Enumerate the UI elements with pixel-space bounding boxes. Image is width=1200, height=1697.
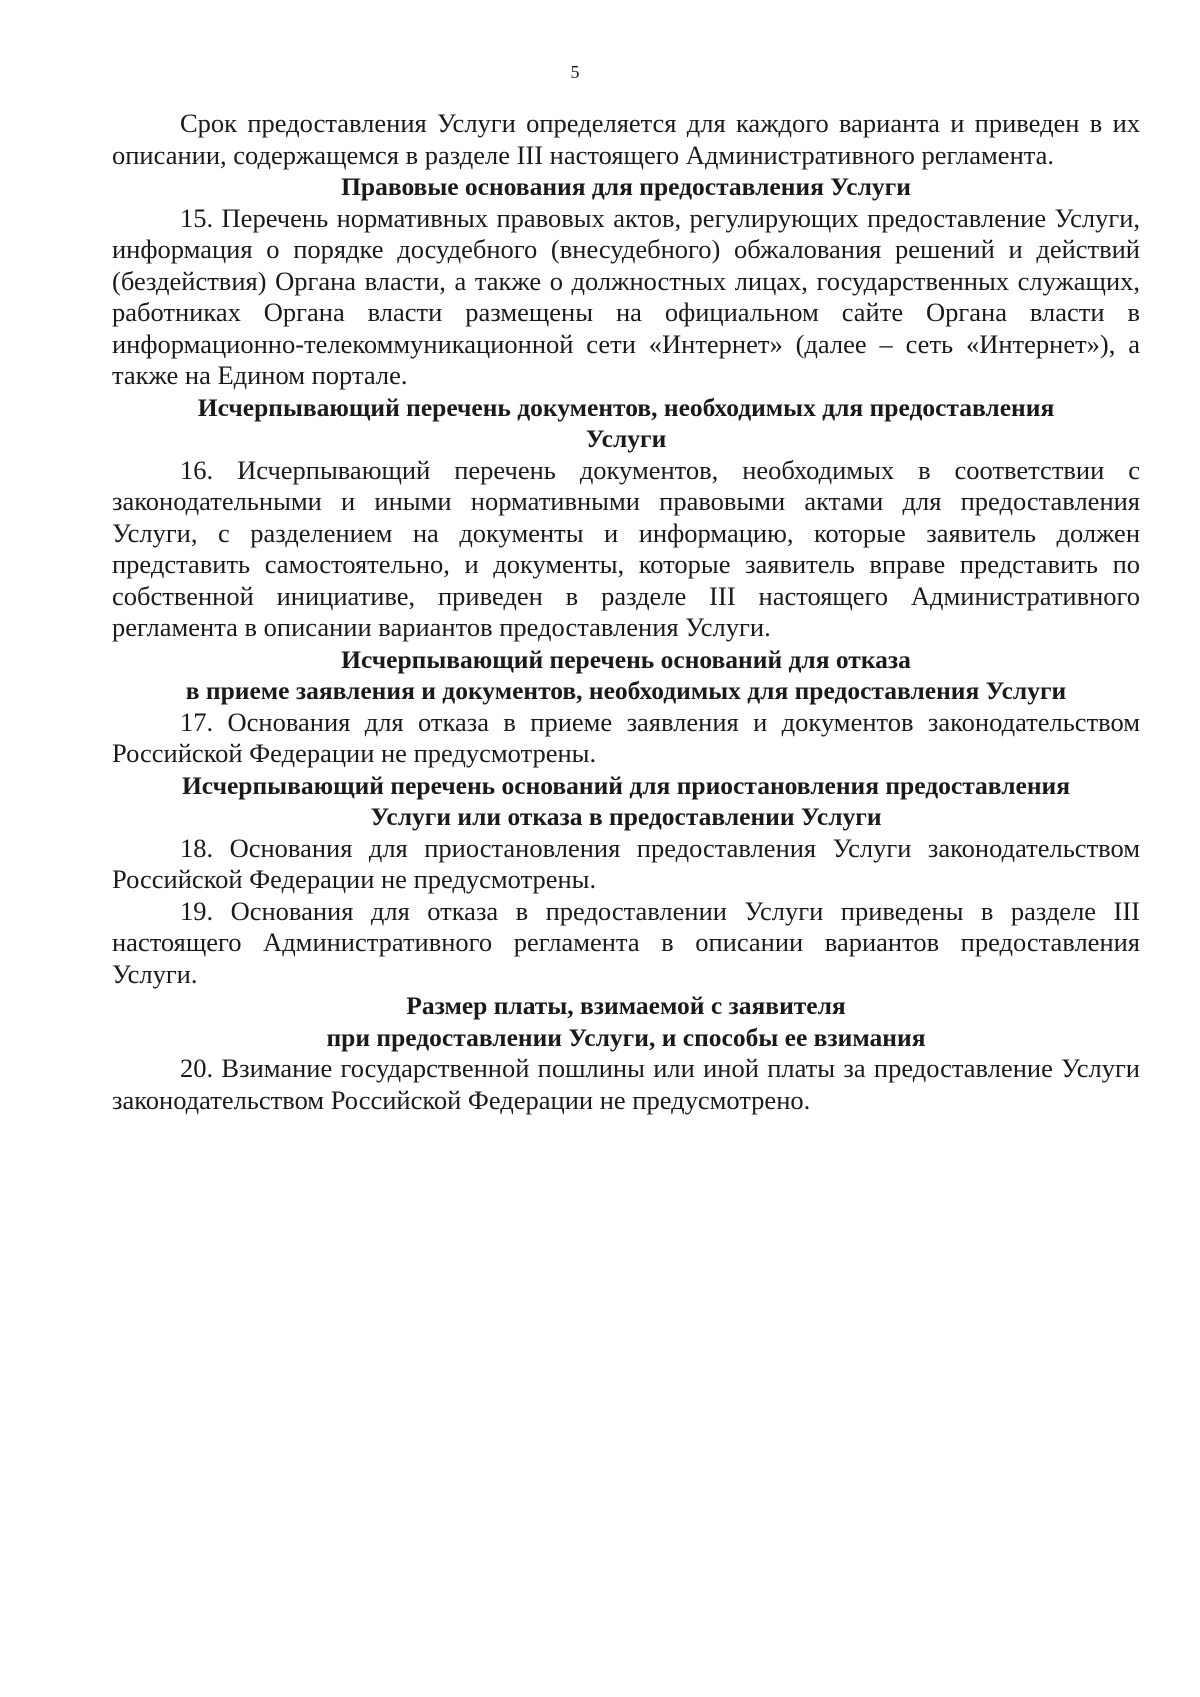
paragraph-20: 20. Взимание государственной пошлины или иной платы за предоставление Услуги законодательством Российской Федерации не предусмотрено. [112, 1053, 1140, 1115]
heading-refusal-acceptance [112, 644, 1140, 707]
document-body [112, 108, 1140, 1116]
heading-documents-line1: Исчерпывающий перечень документов, необходимых для предоставления [197, 392, 1055, 422]
paragraph-19: 19. Основания для отказа в предоставлении Услуги приведены в разделе III настоящего Административного регламента в описании вариантов предоставления Услуги. [112, 895, 1140, 989]
heading-suspension-refusal [112, 770, 1140, 833]
paragraph-16: 16. Исчерпывающий перечень документов, необходимых в соответствии с законодательными и иными нормативными правовыми актами для предоставления Услуги, с разделением на документы и информацию, которые заявитель должен представить самостоятельно, и документы, которые заявитель вправе представить по собственной инициативе, приведен в разделе III настоящего Административного регламента в описании вариантов предоставления Услуги. [112, 454, 1140, 642]
heading-documents-line2: Услуги [585, 424, 667, 453]
paragraph-15: 15. Перечень нормативных правовых актов, регулирующих предоставление Услуги, информация о порядке досудебного (внесудебного) обжалования решений и действий (бездействия) Органа власти, а также о должностных лицах, государственных служащих, работниках Органа власти размещены на официальном сайте Органа власти в информационно-телекоммуникационной сети «Интернет» (далее – сеть «Интернет»), а также на Едином портале. [112, 202, 1140, 390]
heading-legal-basis: Правовые основания для предоставления Услуги [341, 172, 911, 201]
heading-suspension-line2: Услуги или отказа в предоставлении Услуги [370, 802, 882, 831]
page-number: 5 [570, 62, 580, 82]
heading-fee-line2: при предоставлении Услуги, и способы ее взимания [326, 1022, 926, 1052]
paragraph-18: 18. Основания для приостановления предоставления Услуги законодательством Российской Федерации не предусмотрены. [112, 832, 1140, 894]
paragraph-service-term: Срок предоставления Услуги определяется для каждого варианта и приведен в их описании, содержащемся в разделе III настоящего Административного регламента. [112, 108, 1140, 170]
heading-refusal-acceptance-line1: Исчерпывающий перечень оснований для отказа [341, 644, 911, 674]
heading-documents-list [112, 392, 1140, 455]
paragraph-17: 17. Основания для отказа в приеме заявления и документов законодательством Российской Федерации не предусмотрены. [112, 706, 1140, 768]
heading-fee-line1: Размер платы, взимаемой с заявителя [406, 991, 846, 1020]
heading-refusal-acceptance-line2: в приеме заявления и документов, необходимых для предоставления Услуги [185, 676, 1067, 705]
heading-suspension-line1: Исчерпывающий перечень оснований для приостановления предоставления [181, 770, 1071, 800]
heading-fee [112, 990, 1140, 1053]
